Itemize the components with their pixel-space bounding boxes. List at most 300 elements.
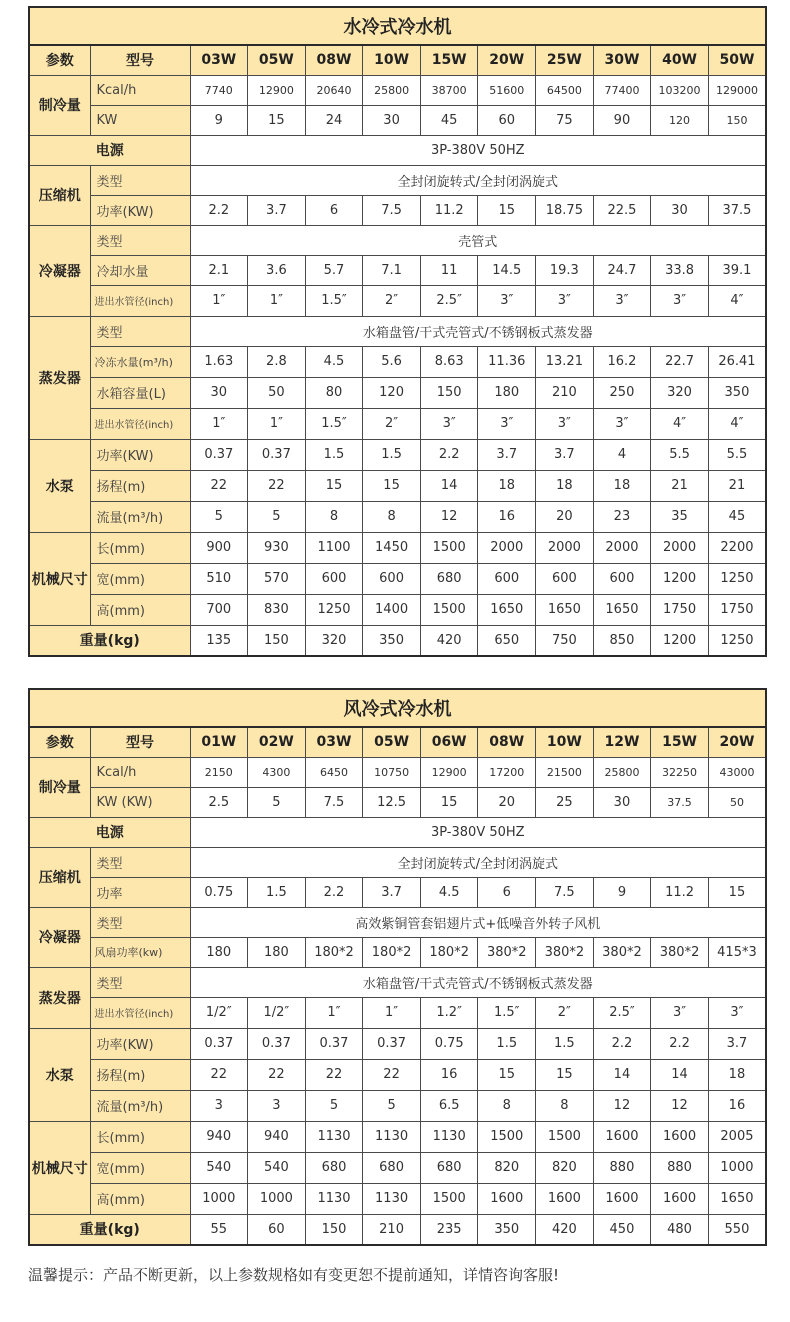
model-cell: 30W [593, 45, 651, 75]
table-cell: 4300 [248, 757, 306, 787]
model-cell: 10W [536, 727, 594, 757]
table-cell: 150 [420, 377, 478, 408]
table-cell: 1.5 [536, 1028, 594, 1059]
table-cell: 1″ [248, 408, 306, 439]
table-cell: 420 [420, 625, 478, 656]
table-cell: 15 [478, 195, 536, 225]
table-cell: 510 [190, 563, 248, 594]
row-label: 长(mm) [90, 1121, 190, 1152]
table-cell: 16 [478, 501, 536, 532]
condenser-type-value: 高效紫铜管套铝翅片式+低噪音外转子风机 [190, 907, 766, 937]
row-label: 类型 [90, 225, 190, 255]
table-cell: 3″ [708, 997, 766, 1028]
evaporator-type-value: 水箱盘管/干式壳管式/不锈钢板式蒸发器 [190, 967, 766, 997]
table-cell: 1″ [363, 997, 421, 1028]
table-cell: 3 [190, 1090, 248, 1121]
table-cell: 14 [651, 1059, 709, 1090]
table-cell: 180 [478, 377, 536, 408]
table-cell: 830 [248, 594, 306, 625]
table-cell: 3.7 [248, 195, 306, 225]
table-cell: 1000 [708, 1152, 766, 1183]
table-cell: 18 [478, 470, 536, 501]
table-cell: 1000 [248, 1183, 306, 1214]
table-cell: 1600 [593, 1121, 651, 1152]
table-cell: 8 [478, 1090, 536, 1121]
row-label: 扬程(m) [90, 470, 190, 501]
compressor-label: 压缩机 [29, 165, 90, 225]
table-cell: 150 [305, 1214, 363, 1245]
table-cell: 210 [363, 1214, 421, 1245]
table-cell: 4 [593, 439, 651, 470]
table-cell: 250 [593, 377, 651, 408]
table-cell: 6 [305, 195, 363, 225]
table-cell: 180*2 [420, 937, 478, 967]
table-cell: 700 [190, 594, 248, 625]
table-cell: 550 [708, 1214, 766, 1245]
table-cell: 22 [190, 470, 248, 501]
evaporator-type-value: 水箱盘管/干式壳管式/不锈钢板式蒸发器 [190, 316, 766, 346]
table-cell: 930 [248, 532, 306, 563]
table-cell: 1250 [708, 563, 766, 594]
table-cell: 9 [190, 105, 248, 135]
table-cell: 39.1 [708, 255, 766, 285]
table-cell: 2.2 [305, 877, 363, 907]
table-cell: 9 [593, 877, 651, 907]
table-cell: 11 [420, 255, 478, 285]
model-cell: 05W [248, 45, 306, 75]
table-cell: 24.7 [593, 255, 651, 285]
table-cell: 2.5″ [593, 997, 651, 1028]
table-cell: 103200 [651, 75, 709, 105]
table-cell: 18 [536, 470, 594, 501]
table-cell: 38700 [420, 75, 478, 105]
row-label: 功率(KW) [90, 439, 190, 470]
compressor-type-value: 全封闭旋转式/全封闭涡旋式 [190, 165, 766, 195]
row-label: 宽(mm) [90, 1152, 190, 1183]
table-cell: 3″ [478, 285, 536, 316]
table-cell: 1130 [363, 1121, 421, 1152]
table-cell: 940 [190, 1121, 248, 1152]
pump-label: 水泵 [29, 1028, 90, 1121]
table-cell: 12 [420, 501, 478, 532]
dimensions-label: 机械尺寸 [29, 1121, 90, 1214]
table-cell: 80 [305, 377, 363, 408]
condenser-label: 冷凝器 [29, 225, 90, 316]
table-cell: 1250 [708, 625, 766, 656]
table-cell: 1.5″ [305, 285, 363, 316]
table-cell: 750 [536, 625, 594, 656]
footer-note: 温馨提示：产品不断更新，以上参数规格如有变更恕不提前通知，详情咨询客服! [28, 1266, 560, 1284]
row-label: 进出水管径(inch) [90, 997, 190, 1028]
model-cell: 03W [190, 45, 248, 75]
table-cell: 33.8 [651, 255, 709, 285]
row-label: 进出水管径(inch) [90, 408, 190, 439]
table-cell: 1750 [708, 594, 766, 625]
table-cell: 540 [190, 1152, 248, 1183]
table-cell: 880 [651, 1152, 709, 1183]
table-cell: 380*2 [651, 937, 709, 967]
table-cell: 1″ [248, 285, 306, 316]
table-cell: 2.2 [420, 439, 478, 470]
table-cell: 21 [651, 470, 709, 501]
table-cell: 37.5 [708, 195, 766, 225]
table-cell: 43000 [708, 757, 766, 787]
model-cell: 15W [420, 45, 478, 75]
row-label: 高(mm) [90, 594, 190, 625]
water-table-title: 水冷式冷水机 [29, 7, 766, 45]
weight-label: 重量(kg) [29, 1214, 190, 1245]
table-cell: 2005 [708, 1121, 766, 1152]
table-cell: 51600 [478, 75, 536, 105]
table-cell: 0.37 [248, 1028, 306, 1059]
table-cell: 380*2 [593, 937, 651, 967]
table-cell: 25800 [593, 757, 651, 787]
table-cell: 6 [478, 877, 536, 907]
table-cell: 120 [363, 377, 421, 408]
table-cell: 14 [593, 1059, 651, 1090]
table-cell: 1.5″ [305, 408, 363, 439]
table-cell: 1500 [420, 532, 478, 563]
table-cell: 50 [708, 787, 766, 817]
air-header-row [29, 727, 766, 757]
table-cell: 11.2 [651, 877, 709, 907]
table-cell: 12900 [420, 757, 478, 787]
table-cell: 11.36 [478, 346, 536, 377]
table-cell: 50 [248, 377, 306, 408]
table-cell: 1″ [305, 997, 363, 1028]
table-cell: 380*2 [478, 937, 536, 967]
table-cell: 14 [420, 470, 478, 501]
table-cell: 1600 [593, 1183, 651, 1214]
table-cell: 210 [536, 377, 594, 408]
table-cell: 235 [420, 1214, 478, 1245]
table-cell: 1.63 [190, 346, 248, 377]
table-cell: 940 [248, 1121, 306, 1152]
row-label: 进出水管径(inch) [90, 285, 190, 316]
table-cell: 2000 [651, 532, 709, 563]
row-label: Kcal/h [90, 757, 190, 787]
table-cell: 3″ [536, 408, 594, 439]
table-cell: 1200 [651, 625, 709, 656]
table-cell: 1″ [190, 408, 248, 439]
table-cell: 8.63 [420, 346, 478, 377]
table-cell: 320 [305, 625, 363, 656]
table-cell: 22 [248, 1059, 306, 1090]
weight-label: 重量(kg) [29, 625, 190, 656]
table-cell: 4″ [708, 408, 766, 439]
table-cell: 60 [478, 105, 536, 135]
table-cell: 25 [536, 787, 594, 817]
table-cell: 5.7 [305, 255, 363, 285]
table-cell: 4″ [708, 285, 766, 316]
table-cell: 135 [190, 625, 248, 656]
table-cell: 1.5 [478, 1028, 536, 1059]
row-label: 长(mm) [90, 532, 190, 563]
table-cell: 3″ [593, 285, 651, 316]
table-cell: 21500 [536, 757, 594, 787]
table-cell: 2000 [536, 532, 594, 563]
model-cell: 02W [248, 727, 306, 757]
table-cell: 1600 [536, 1183, 594, 1214]
table-cell: 0.37 [305, 1028, 363, 1059]
table-cell: 3″ [651, 997, 709, 1028]
power-supply-value: 3P-380V 50HZ [190, 817, 766, 847]
table-cell: 25800 [363, 75, 421, 105]
table-cell: 16 [420, 1059, 478, 1090]
table-cell: 37.5 [651, 787, 709, 817]
table-cell: 820 [478, 1152, 536, 1183]
table-cell: 1.5 [305, 439, 363, 470]
table-cell: 26.41 [708, 346, 766, 377]
table-cell: 2″ [363, 408, 421, 439]
table-cell: 0.75 [190, 877, 248, 907]
table-cell: 5 [248, 787, 306, 817]
row-label: 水箱容量(L) [90, 377, 190, 408]
model-cell: 08W [478, 727, 536, 757]
table-cell: 30 [593, 787, 651, 817]
table-cell: 350 [478, 1214, 536, 1245]
table-cell: 18 [593, 470, 651, 501]
table-cell: 1650 [593, 594, 651, 625]
table-cell: 150 [248, 625, 306, 656]
table-cell: 180 [190, 937, 248, 967]
air-cooled-spec-table [28, 688, 767, 1246]
table-cell: 2.2 [190, 195, 248, 225]
table-cell: 22 [305, 1059, 363, 1090]
table-cell: 16 [708, 1090, 766, 1121]
row-label: 流量(m³/h) [90, 1090, 190, 1121]
table-cell: 1400 [363, 594, 421, 625]
table-cell: 22 [190, 1059, 248, 1090]
table-cell: 2.5 [190, 787, 248, 817]
table-cell: 1250 [305, 594, 363, 625]
model-cell: 15W [651, 727, 709, 757]
table-cell: 4.5 [305, 346, 363, 377]
table-cell: 7.5 [363, 195, 421, 225]
table-cell: 0.75 [420, 1028, 478, 1059]
table-cell: 2.2 [651, 1028, 709, 1059]
row-label: 类型 [90, 967, 190, 997]
table-cell: 22 [363, 1059, 421, 1090]
model-cell: 10W [363, 45, 421, 75]
table-cell: 2″ [536, 997, 594, 1028]
table-cell: 320 [651, 377, 709, 408]
evaporator-label: 蒸发器 [29, 967, 90, 1028]
table-cell: 23 [593, 501, 651, 532]
table-cell: 650 [478, 625, 536, 656]
table-cell: 32250 [651, 757, 709, 787]
water-cooled-spec-table [28, 6, 767, 657]
table-cell: 600 [363, 563, 421, 594]
model-cell: 25W [536, 45, 594, 75]
row-label: 类型 [90, 316, 190, 346]
power-supply-label: 电源 [29, 135, 190, 165]
model-header: 型号 [90, 727, 190, 757]
table-cell: 0.37 [190, 439, 248, 470]
table-cell: 15 [363, 470, 421, 501]
table-cell: 5 [363, 1090, 421, 1121]
model-cell: 20W [478, 45, 536, 75]
table-cell: 3.7 [536, 439, 594, 470]
table-cell: 0.37 [248, 439, 306, 470]
evaporator-label: 蒸发器 [29, 316, 90, 439]
table-cell: 5.6 [363, 346, 421, 377]
table-cell: 77400 [593, 75, 651, 105]
table-cell: 0.37 [190, 1028, 248, 1059]
table-cell: 600 [536, 563, 594, 594]
model-cell: 05W [363, 727, 421, 757]
table-cell: 180*2 [305, 937, 363, 967]
table-cell: 1600 [651, 1183, 709, 1214]
water-header-row [29, 45, 766, 75]
table-cell: 1130 [363, 1183, 421, 1214]
table-cell: 17200 [478, 757, 536, 787]
table-cell: 14.5 [478, 255, 536, 285]
table-cell: 1500 [478, 1121, 536, 1152]
model-header: 型号 [90, 45, 190, 75]
table-cell: 2.2 [593, 1028, 651, 1059]
table-cell: 30 [190, 377, 248, 408]
compressor-label: 压缩机 [29, 847, 90, 907]
dimensions-label: 机械尺寸 [29, 532, 90, 625]
model-cell: 12W [593, 727, 651, 757]
table-cell: 15 [305, 470, 363, 501]
table-cell: 3″ [536, 285, 594, 316]
table-cell: 180*2 [363, 937, 421, 967]
table-cell: 18.75 [536, 195, 594, 225]
pump-label: 水泵 [29, 439, 90, 532]
table-cell: 11.2 [420, 195, 478, 225]
row-label: 冷冻水量(m³/h) [90, 346, 190, 377]
table-cell: 4.5 [420, 877, 478, 907]
air-table-title: 风冷式冷水机 [29, 689, 766, 727]
table-cell: 20640 [305, 75, 363, 105]
table-cell: 680 [420, 563, 478, 594]
table-cell: 8 [305, 501, 363, 532]
power-supply-value: 3P-380V 50HZ [190, 135, 766, 165]
table-cell: 3.6 [248, 255, 306, 285]
row-label: KW [90, 105, 190, 135]
model-cell: 50W [708, 45, 766, 75]
table-cell: 16.2 [593, 346, 651, 377]
table-cell: 7.1 [363, 255, 421, 285]
row-label: 流量(m³/h) [90, 501, 190, 532]
table-cell: 1/2″ [190, 997, 248, 1028]
table-cell: 1000 [190, 1183, 248, 1214]
table-cell: 12 [593, 1090, 651, 1121]
table-cell: 180 [248, 937, 306, 967]
row-label: 高(mm) [90, 1183, 190, 1214]
row-label: 冷却水量 [90, 255, 190, 285]
table-cell: 22.5 [593, 195, 651, 225]
table-cell: 19.3 [536, 255, 594, 285]
condenser-type-value: 壳管式 [190, 225, 766, 255]
table-cell: 1.5 [248, 877, 306, 907]
table-cell: 680 [420, 1152, 478, 1183]
power-supply-label: 电源 [29, 817, 190, 847]
row-label: Kcal/h [90, 75, 190, 105]
table-cell: 24 [305, 105, 363, 135]
table-cell: 45 [708, 501, 766, 532]
table-cell: 3″ [651, 285, 709, 316]
table-cell: 1500 [536, 1121, 594, 1152]
table-cell: 680 [363, 1152, 421, 1183]
table-cell: 22 [248, 470, 306, 501]
table-cell: 2.1 [190, 255, 248, 285]
table-cell: 3″ [478, 408, 536, 439]
table-cell: 150 [708, 105, 766, 135]
table-cell: 13.21 [536, 346, 594, 377]
table-cell: 1130 [420, 1121, 478, 1152]
table-cell: 1.5 [363, 439, 421, 470]
table-cell: 3.7 [363, 877, 421, 907]
table-cell: 880 [593, 1152, 651, 1183]
table-cell: 350 [363, 625, 421, 656]
table-cell: 3.7 [708, 1028, 766, 1059]
model-cell: 20W [708, 727, 766, 757]
table-cell: 6.5 [420, 1090, 478, 1121]
table-cell: 3″ [593, 408, 651, 439]
table-cell: 5 [305, 1090, 363, 1121]
table-cell: 15 [478, 1059, 536, 1090]
row-label: KW (KW) [90, 787, 190, 817]
table-cell: 45 [420, 105, 478, 135]
table-cell: 1100 [305, 532, 363, 563]
table-cell: 3 [248, 1090, 306, 1121]
table-cell: 129000 [708, 75, 766, 105]
row-label: 宽(mm) [90, 563, 190, 594]
table-cell: 55 [190, 1214, 248, 1245]
table-cell: 2000 [478, 532, 536, 563]
table-cell: 15 [248, 105, 306, 135]
table-cell: 18 [708, 1059, 766, 1090]
table-cell: 5 [248, 501, 306, 532]
row-label: 功率 [90, 877, 190, 907]
table-cell: 30 [363, 105, 421, 135]
table-cell: 600 [478, 563, 536, 594]
table-cell: 4″ [651, 408, 709, 439]
row-label: 功率(KW) [90, 195, 190, 225]
table-cell: 850 [593, 625, 651, 656]
table-cell: 7.5 [536, 877, 594, 907]
table-cell: 1130 [305, 1121, 363, 1152]
table-cell: 60 [248, 1214, 306, 1245]
model-cell: 08W [305, 45, 363, 75]
table-cell: 570 [248, 563, 306, 594]
model-cell: 01W [190, 727, 248, 757]
model-cell: 03W [305, 727, 363, 757]
table-cell: 12900 [248, 75, 306, 105]
cooling-capacity-label: 制冷量 [29, 75, 90, 135]
table-cell: 22.7 [651, 346, 709, 377]
table-cell: 1650 [478, 594, 536, 625]
table-cell: 15 [420, 787, 478, 817]
table-cell: 900 [190, 532, 248, 563]
table-cell: 7.5 [305, 787, 363, 817]
table-cell: 15 [536, 1059, 594, 1090]
table-cell: 75 [536, 105, 594, 135]
table-cell: 2″ [363, 285, 421, 316]
table-cell: 0.37 [363, 1028, 421, 1059]
table-cell: 480 [651, 1214, 709, 1245]
table-cell: 350 [708, 377, 766, 408]
table-cell: 5.5 [651, 439, 709, 470]
table-cell: 3″ [420, 408, 478, 439]
table-cell: 120 [651, 105, 709, 135]
condenser-label: 冷凝器 [29, 907, 90, 967]
table-cell: 20 [478, 787, 536, 817]
param-header: 参数 [29, 45, 90, 75]
